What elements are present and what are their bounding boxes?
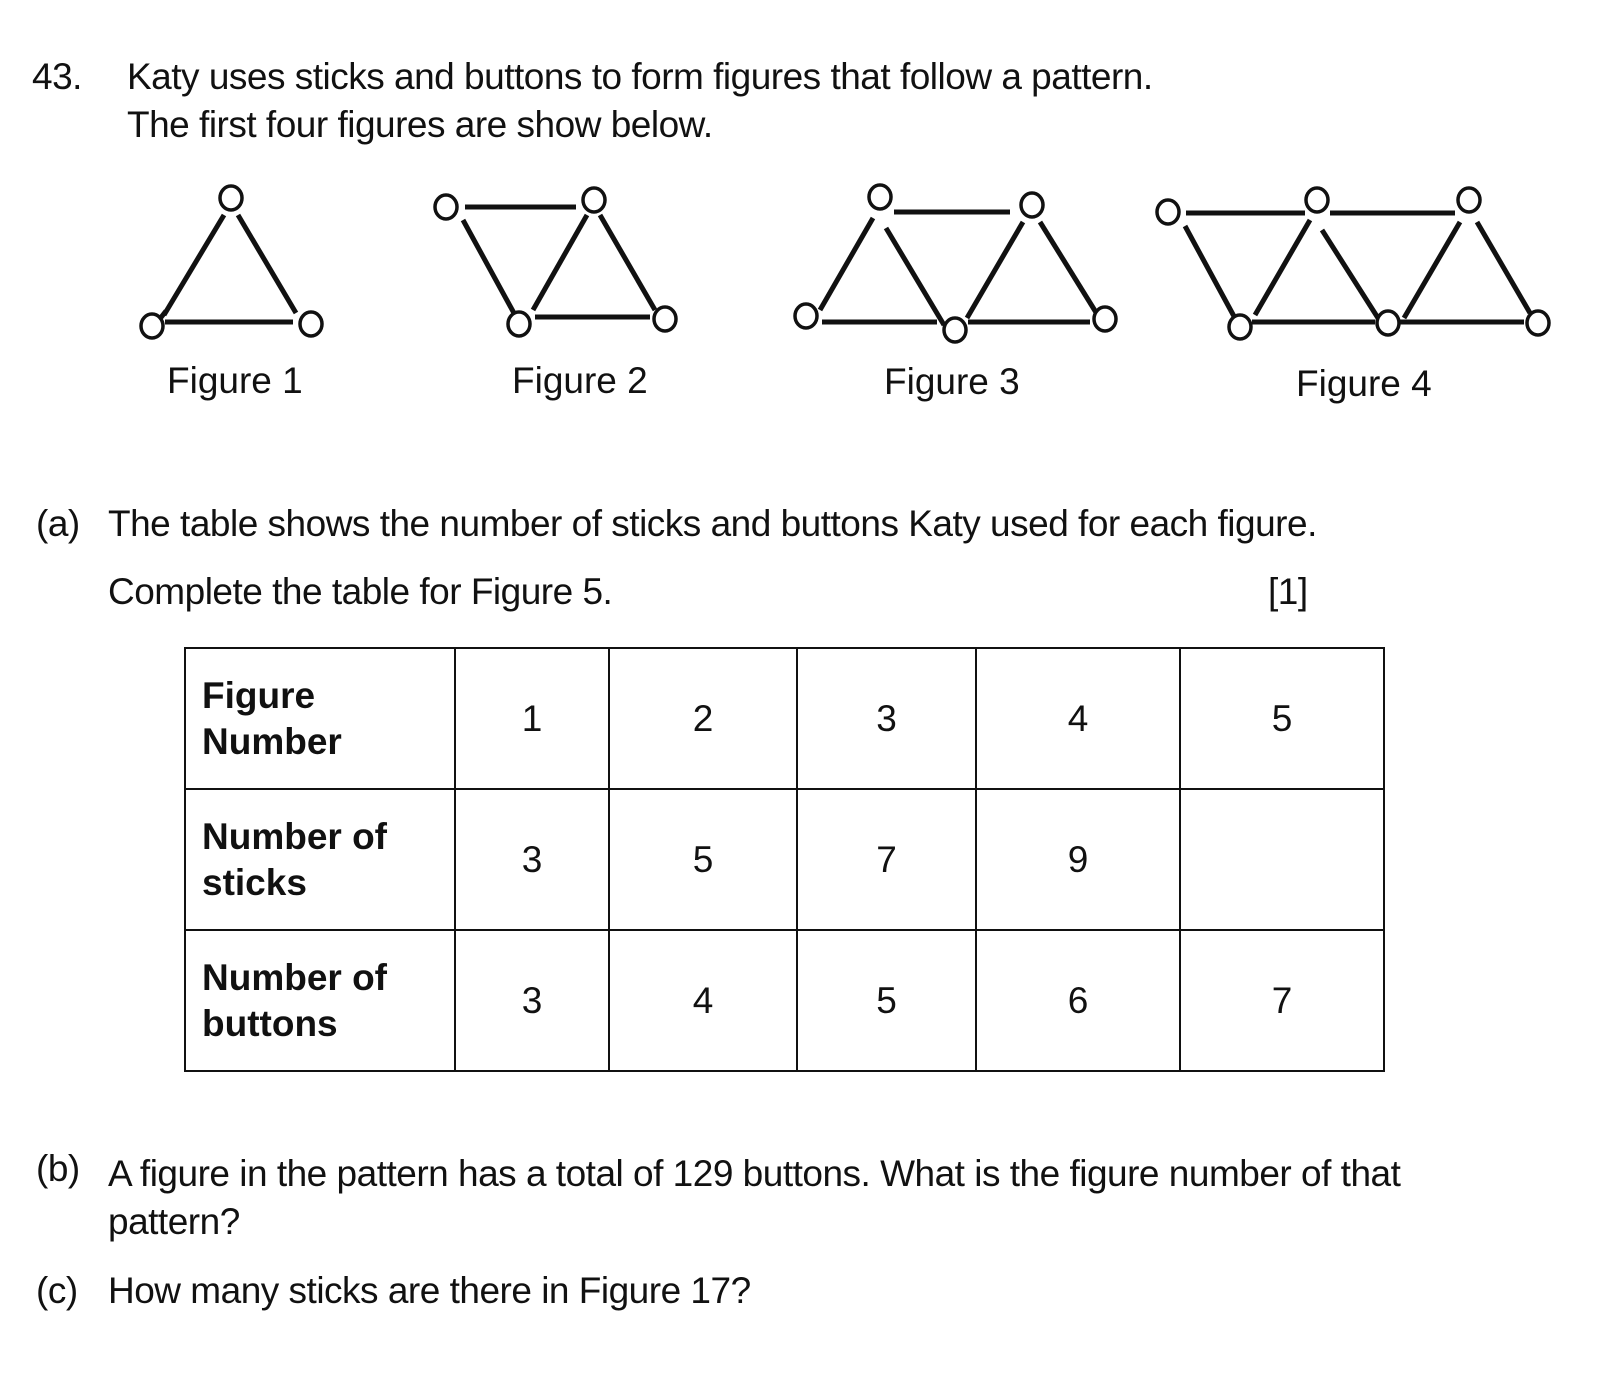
table-cell: 7 [797, 789, 976, 930]
table-cell: 7 [1180, 930, 1384, 1071]
table-cell: 4 [976, 648, 1180, 789]
table-cell: 3 [797, 648, 976, 789]
table-cell: 4 [609, 930, 797, 1071]
table-cell: 6 [976, 930, 1180, 1071]
figure-4-label: Figure 4 [1296, 363, 1432, 404]
figure-1-diagram [159, 215, 296, 322]
answer-cell-figure-5-sticks[interactable] [1180, 789, 1384, 930]
part-c-label: (c) [36, 1270, 78, 1311]
question-number: 43. [32, 56, 82, 97]
table-cell: 5 [797, 930, 976, 1071]
figure-2-diagram [463, 207, 655, 317]
part-c-text: How many sticks are there in Figure 17? [108, 1270, 751, 1311]
figure-4-diagram [1185, 213, 1530, 322]
row-header: Number of buttons [185, 930, 455, 1071]
table-cell: 3 [455, 789, 609, 930]
row-header: Figure Number [185, 648, 455, 789]
table-cell: 2 [609, 648, 797, 789]
table-cell: 5 [1180, 648, 1384, 789]
figure-2-label: Figure 2 [512, 360, 648, 401]
table-cell: 9 [976, 789, 1180, 930]
figure-3-label: Figure 3 [884, 361, 1020, 402]
part-a-instruction: Complete the table for Figure 5. [108, 571, 613, 612]
marks-label: [1] [1268, 571, 1308, 612]
table-cell: 5 [609, 789, 797, 930]
table-cell: 3 [455, 930, 609, 1071]
table-row-figure-number [185, 648, 1384, 789]
table-row-buttons [185, 930, 1384, 1071]
sticks-buttons-table [184, 647, 1385, 1072]
table-row-sticks [185, 789, 1384, 930]
figure-3-diagram [820, 212, 1097, 325]
question-intro-line-2: The first four figures are show below. [127, 104, 713, 145]
table-cell: 1 [455, 648, 609, 789]
part-b-label: (b) [36, 1148, 80, 1189]
part-a-text: The table shows the number of sticks and buttons Katy used for each figure. [108, 503, 1317, 544]
part-b-text: A figure in the pattern has a total of 129 buttons. What is the figure number of that pattern? [108, 1153, 1401, 1242]
row-header: Number of sticks [185, 789, 455, 930]
question-intro-line-1: Katy uses sticks and buttons to form figures that follow a pattern. [127, 56, 1153, 97]
figure-1-label: Figure 1 [167, 360, 303, 401]
part-a-label: (a) [36, 503, 80, 544]
